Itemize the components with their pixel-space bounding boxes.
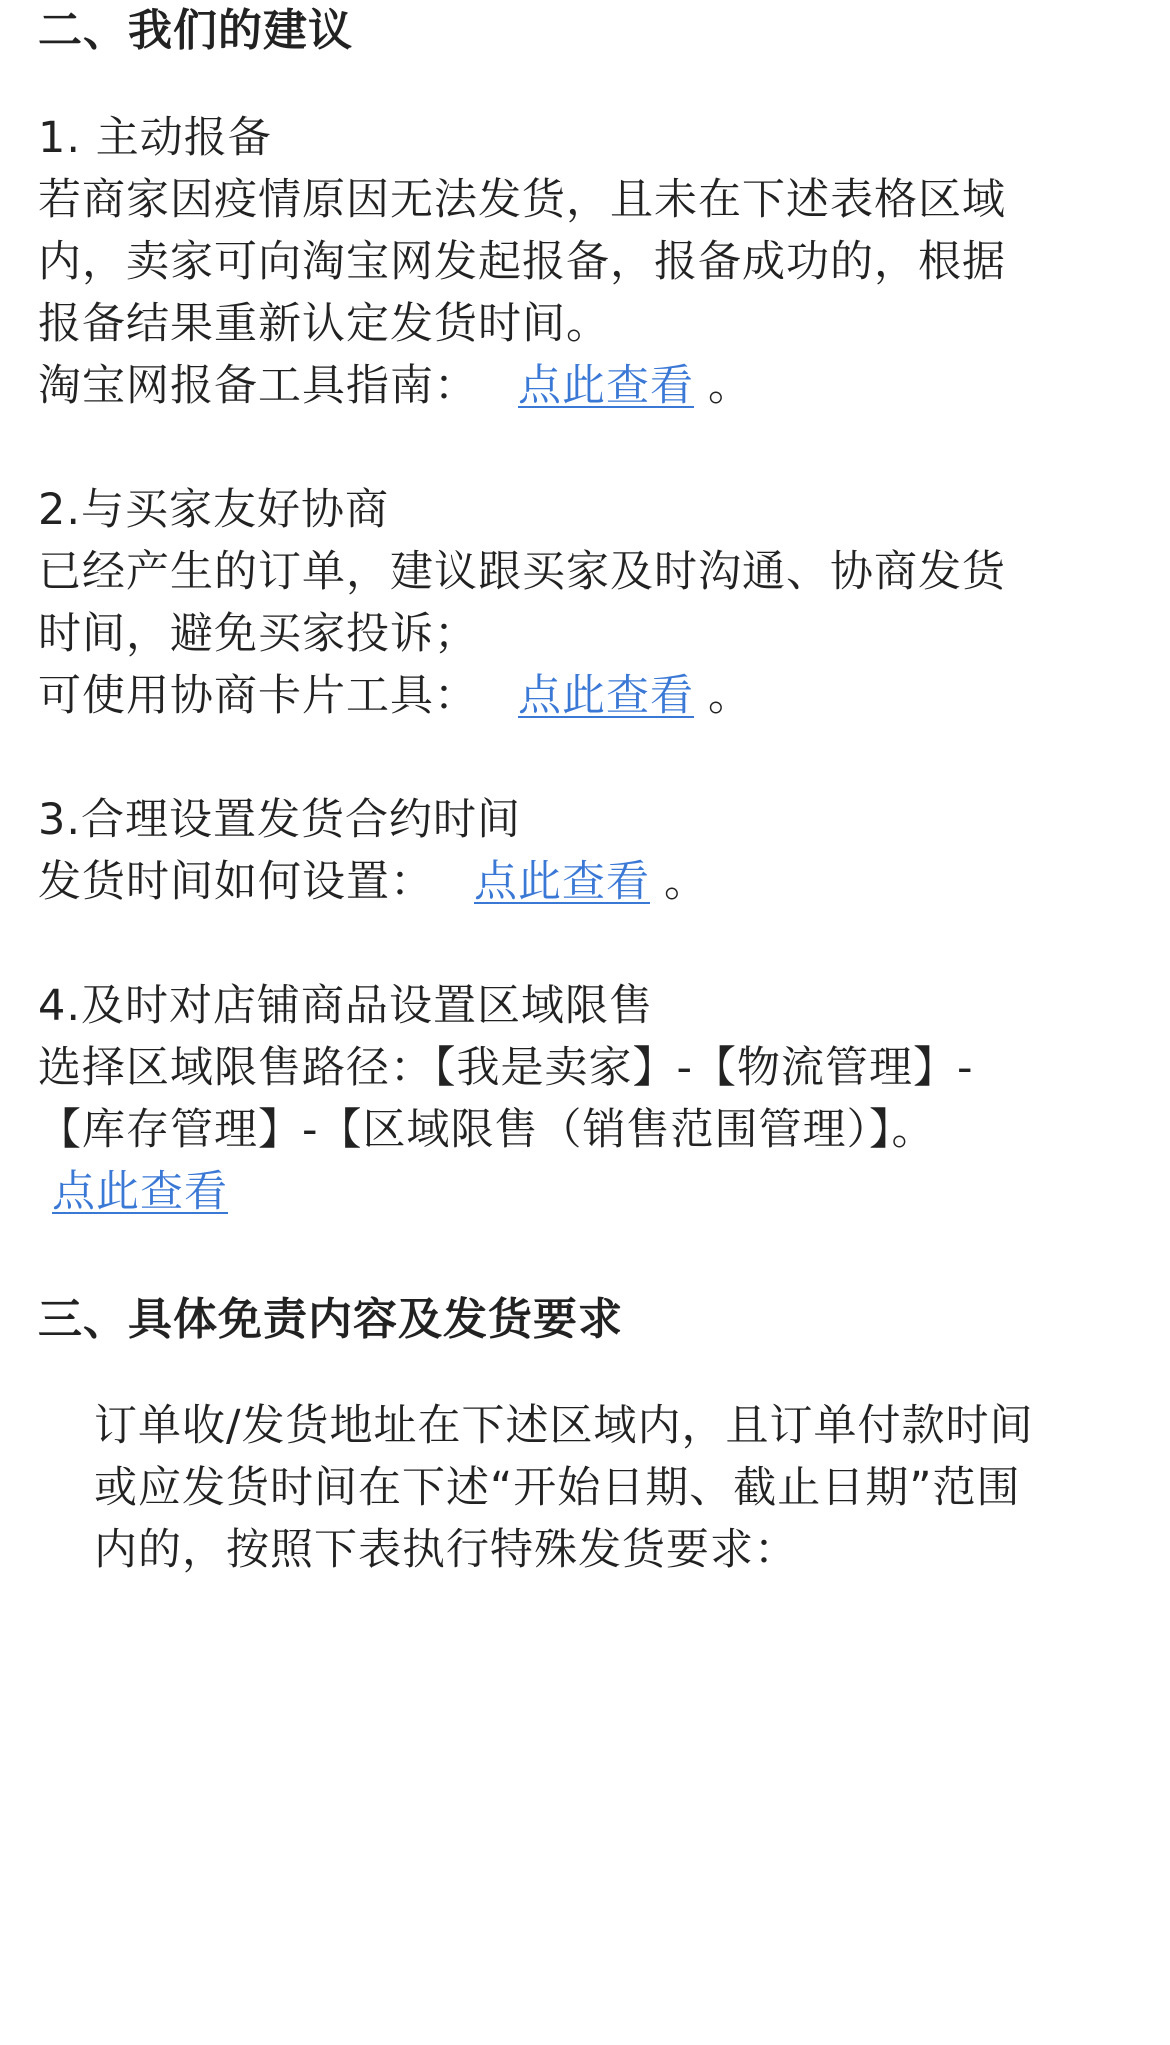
item-1-guide-row [38, 346, 752, 426]
item-3-period: 。 [664, 857, 708, 907]
item-1-text-line-3: 报备结果重新认定发货时间。 [38, 299, 610, 349]
section-3-text-line-2: 或应发货时间在下述“开始日期、截止日期”范围 [94, 1463, 1021, 1513]
item-3-guide-row [38, 842, 708, 922]
item-1-title: 1. 主动报备 [38, 113, 272, 163]
item-4-link-row [52, 1152, 228, 1232]
item-4-text-line-1: 选择区域限售路径：【我是卖家】-【物流管理】- [38, 1043, 974, 1093]
item-2-guide-row [38, 656, 752, 736]
item-2-period: 。 [708, 671, 752, 721]
section-3-heading: 三、具体免责内容及发货要求 [38, 1294, 623, 1345]
item-3-guide-label: 发货时间如何设置： [38, 857, 434, 907]
item-1-period: 。 [708, 361, 752, 411]
item-2-text-line-2: 时间，避免买家投诉； [38, 609, 478, 659]
section-2-heading: 二、我们的建议 [38, 5, 353, 56]
item-2-guide-label: 可使用协商卡片工具： [38, 671, 478, 721]
item-1-guide-label: 淘宝网报备工具指南： [38, 361, 478, 411]
section-3-text-line-1: 订单收/发货地址在下述区域内，且订单付款时间 [94, 1401, 1034, 1451]
item-1-view-link[interactable]: 点此查看 [518, 361, 694, 411]
item-2-title: 2.与买家友好协商 [38, 485, 390, 535]
section-3-text-line-3: 内的，按照下表执行特殊发货要求： [94, 1525, 798, 1575]
item-4-text-line-2: 【库存管理】-【区域限售（销售范围管理）】。 [38, 1105, 936, 1155]
item-1-text-line-2: 内，卖家可向淘宝网发起报备，报备成功的，根据 [38, 237, 1006, 287]
item-2-view-link[interactable]: 点此查看 [518, 671, 694, 721]
item-4-view-link[interactable]: 点此查看 [52, 1167, 228, 1217]
item-4-title: 4.及时对店铺商品设置区域限售 [38, 981, 654, 1031]
item-3-view-link[interactable]: 点此查看 [474, 857, 650, 907]
item-3-title: 3.合理设置发货合约时间 [38, 795, 522, 845]
item-2-text-line-1: 已经产生的订单，建议跟买家及时沟通、协商发货 [38, 547, 1006, 597]
item-1-text-line-1: 若商家因疫情原因无法发货，且未在下述表格区域 [38, 175, 1006, 225]
